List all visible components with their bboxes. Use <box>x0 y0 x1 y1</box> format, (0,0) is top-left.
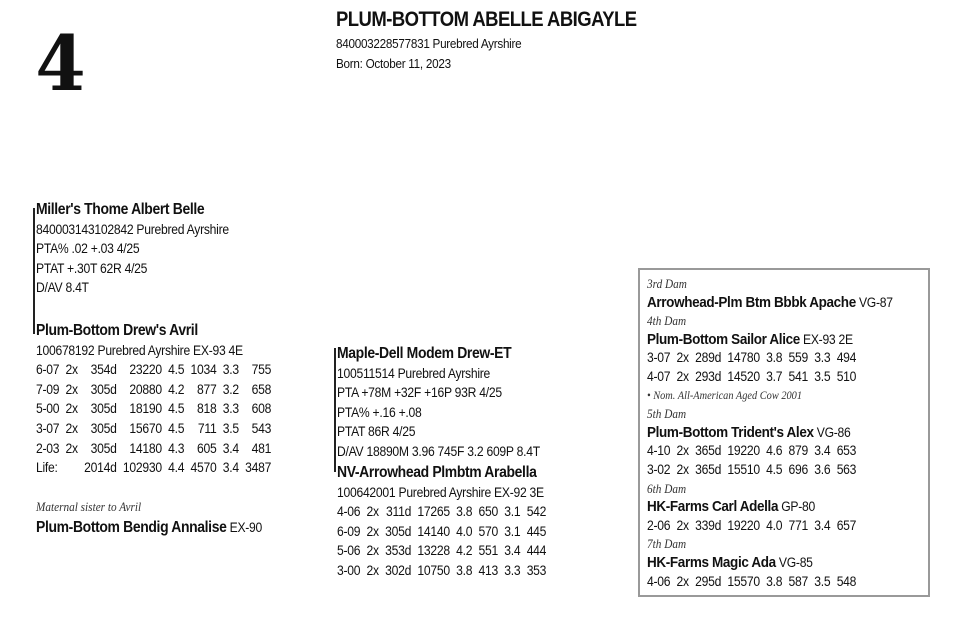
record-cell: 5-00 <box>36 401 60 417</box>
record-cell: 543 <box>251 420 272 436</box>
record-cell: 4.6 <box>766 443 783 459</box>
record-cell: 548 <box>836 573 857 589</box>
info-line: PTAT 86R 4/25 <box>337 424 416 440</box>
record-cell: 2x <box>65 381 78 397</box>
record-cell: 19220 <box>727 517 760 533</box>
record-cell: 3.1 <box>504 504 521 520</box>
record-row <box>36 399 271 419</box>
record-cell: 3.3 <box>222 362 239 378</box>
granddam-registration: 100642001 Purebred Ayrshire EX-92 3E <box>337 484 544 500</box>
dam-entry-name: Arrowhead-Plm Btm Bbbk Apache <box>647 293 856 311</box>
record-cell: 2x <box>366 543 379 559</box>
record-row <box>36 458 271 478</box>
dam-entry-classification: EX-93 2E <box>802 331 853 347</box>
animal-name: PLUM-BOTTOM ABELLE ABIGAYLE <box>336 8 637 31</box>
record-cell: 14520 <box>727 368 760 384</box>
record-cell: 3.5 <box>814 573 831 589</box>
record-cell: 444 <box>526 543 547 559</box>
dam-generation-label: 3rd Dam <box>647 277 687 291</box>
record-cell: 6-07 <box>36 362 60 378</box>
record-cell: 339d <box>695 517 722 533</box>
record-cell: 2-06 <box>647 517 671 533</box>
record-cell: 542 <box>526 504 547 520</box>
record-cell: 3.8 <box>766 350 783 366</box>
record-cell: 305d <box>90 401 117 417</box>
record-cell: 608 <box>251 401 272 417</box>
record-cell: 4-06 <box>647 573 671 589</box>
record-cell: 4.0 <box>456 523 473 539</box>
born-date: October 11, 2023 <box>365 56 451 71</box>
record-cell: 413 <box>478 562 499 578</box>
dam-entry-classification: VG-85 <box>778 554 813 570</box>
record-cell: 3.4 <box>222 440 239 456</box>
record-cell: 6-09 <box>337 523 361 539</box>
record-cell: 4.4 <box>168 460 185 476</box>
record-cell: 10750 <box>417 562 450 578</box>
record-row <box>647 442 856 461</box>
record-cell: 305d <box>90 381 117 397</box>
dam-records <box>36 360 271 478</box>
record-cell: 3.6 <box>814 461 831 477</box>
info-line: 100511514 Purebred Ayrshire <box>337 365 491 381</box>
record-cell: 3.4 <box>222 460 239 476</box>
record-row <box>337 522 546 542</box>
record-cell: 3.4 <box>504 543 521 559</box>
record-row <box>337 541 546 561</box>
record-cell: 818 <box>197 401 217 417</box>
dam-generation-label: 7th Dam <box>647 537 687 552</box>
dam-generation-label: 4th Dam <box>647 314 687 329</box>
sister-name: Plum-Bottom Bendig Annalise <box>36 518 227 536</box>
record-cell: 2x <box>65 440 78 456</box>
record-cell: 17265 <box>417 504 450 520</box>
record-cell: 15510 <box>727 461 760 477</box>
record-cell: 877 <box>197 381 217 397</box>
record-cell: 653 <box>836 443 857 459</box>
record-cell: 771 <box>788 517 809 533</box>
record-cell: 3.3 <box>222 401 239 417</box>
record-cell: 4.5 <box>168 401 185 417</box>
dam-entry-name-line <box>647 424 893 443</box>
record-cell: 3.5 <box>222 420 239 436</box>
record-cell: 13228 <box>417 543 450 559</box>
record-cell: 3.5 <box>814 368 831 384</box>
record-cell: 14780 <box>727 350 760 366</box>
record-cell: 3.8 <box>456 504 473 520</box>
sire-name: Miller's Thome Albert Belle <box>36 201 205 218</box>
record-cell: 3.8 <box>766 573 783 589</box>
record-cell: 2x <box>366 523 379 539</box>
record-cell: 559 <box>788 350 809 366</box>
record-cell: 295d <box>695 573 722 589</box>
record-cell: 3-07 <box>36 420 60 436</box>
info-line: PTAT +.30T 62R 4/25 <box>36 260 148 276</box>
record-cell: 354d <box>90 362 117 378</box>
record-cell: 4.3 <box>168 440 185 456</box>
record-cell: 14180 <box>129 440 162 456</box>
record-cell: 365d <box>695 461 722 477</box>
dam-registration: 100678192 Purebred Ayrshire EX-93 4E <box>36 342 243 358</box>
dam-block <box>36 321 271 478</box>
dam-entry-classification: VG-86 <box>816 424 851 440</box>
record-cell: 4.5 <box>168 420 185 436</box>
record-cell: 541 <box>788 368 809 384</box>
record-cell: 481 <box>251 440 272 456</box>
record-cell: 3.3 <box>504 562 521 578</box>
record-row <box>36 419 271 439</box>
record-cell <box>59 458 78 478</box>
record-cell: 4.2 <box>168 381 185 397</box>
record-cell: 563 <box>836 461 857 477</box>
dam-sire-block <box>337 344 546 581</box>
record-cell: 2x <box>676 350 689 366</box>
record-cell: 3.2 <box>222 381 239 397</box>
dam-generation-label: 6th Dam <box>647 481 687 496</box>
animal-registration: 840003228577831 Purebred Ayrshire <box>336 36 522 51</box>
record-cell: 15570 <box>727 573 760 589</box>
record-cell: 650 <box>478 504 499 520</box>
record-row <box>36 380 271 400</box>
record-cell: 23220 <box>129 362 162 378</box>
record-cell: 4.5 <box>766 461 783 477</box>
dam-entry-name-line <box>647 498 893 517</box>
sister-note: Maternal sister to Avril <box>36 500 142 514</box>
record-cell: 4-07 <box>647 368 671 384</box>
dam-entry-records <box>647 442 856 479</box>
female-line-box <box>638 268 930 597</box>
record-cell: 3487 <box>245 460 272 476</box>
record-cell: 510 <box>836 368 857 384</box>
granddam-name: NV-Arrowhead Plmbtm Arabella <box>337 463 537 481</box>
record-cell: 2x <box>366 504 379 520</box>
dam-entry-name-line <box>647 294 893 313</box>
record-cell: 4.0 <box>766 517 783 533</box>
record-cell: 711 <box>197 420 217 436</box>
record-cell: 20880 <box>129 381 162 397</box>
record-cell: 293d <box>695 368 722 384</box>
pedigree-bracket <box>33 208 35 334</box>
record-cell: 2x <box>676 368 689 384</box>
record-cell: 353d <box>385 543 412 559</box>
info-line: PTA% +.16 +.08 <box>337 404 422 420</box>
record-cell: 4-06 <box>337 504 361 520</box>
dam-generation-label: 5th Dam <box>647 407 687 422</box>
record-cell: 696 <box>788 461 809 477</box>
record-cell: 3-00 <box>337 562 361 578</box>
dam-entry-records <box>647 573 856 592</box>
born-label: Born: <box>336 56 363 71</box>
record-row <box>337 502 546 522</box>
record-cell: 7-09 <box>36 381 60 397</box>
dam-entry-name: HK-Farms Carl Adella <box>647 498 779 516</box>
record-row <box>647 349 856 368</box>
record-cell: 4.2 <box>456 543 473 559</box>
record-cell: 289d <box>695 350 722 366</box>
record-cell: 305d <box>90 420 117 436</box>
dam-name: Plum-Bottom Drew's Avril <box>36 322 198 339</box>
dam-entry-records <box>647 349 856 386</box>
record-cell: 2x <box>366 562 379 578</box>
dam-sire-name: Maple-Dell Modem Drew-ET <box>337 345 512 362</box>
record-cell: 14140 <box>417 523 450 539</box>
sister-classification: EX-90 <box>229 519 263 535</box>
dam-entry-records <box>647 517 856 536</box>
record-row <box>36 439 271 459</box>
record-cell: 1034 <box>190 362 217 378</box>
info-line: PTA% .02 +.03 4/25 <box>36 241 140 257</box>
record-cell: 302d <box>385 562 412 578</box>
record-cell: 305d <box>385 523 412 539</box>
dam-entry-name: HK-Farms Magic Ada <box>647 553 776 571</box>
record-cell: 879 <box>788 443 809 459</box>
record-cell: 102930 <box>122 460 162 476</box>
dam-entry-name-line <box>647 554 893 573</box>
record-cell: 2x <box>676 517 689 533</box>
dam-entry-name: Plum-Bottom Sailor Alice <box>647 330 800 348</box>
dam-entry-classification: VG-87 <box>858 294 893 310</box>
dam-entry-classification: GP-80 <box>781 499 815 515</box>
info-line: D/AV 8.4T <box>36 280 89 296</box>
record-cell: 587 <box>788 573 809 589</box>
sister-block <box>36 498 262 537</box>
record-cell: 658 <box>251 381 272 397</box>
record-cell: 2x <box>676 443 689 459</box>
record-cell: 2x <box>676 461 689 477</box>
record-cell: 2-03 <box>36 440 60 456</box>
record-cell: 353 <box>526 562 547 578</box>
sire-block <box>36 200 229 298</box>
record-cell: 755 <box>251 362 272 378</box>
record-row <box>647 461 856 480</box>
record-cell: 2x <box>65 420 78 436</box>
record-cell: 4570 <box>190 460 217 476</box>
animal-born <box>336 54 451 74</box>
record-cell: 2x <box>65 401 78 417</box>
record-row <box>647 573 856 592</box>
record-cell: 2x <box>676 573 689 589</box>
record-cell: Life: <box>36 460 58 476</box>
dam-entry-name-line <box>647 331 893 350</box>
dam-entry-note: • Nom. All-American Aged Cow 2001 <box>647 389 803 402</box>
record-cell: 19220 <box>727 443 760 459</box>
record-cell: 5-06 <box>337 543 361 559</box>
record-cell: 3.3 <box>814 350 831 366</box>
record-cell: 3.7 <box>766 368 783 384</box>
record-cell: 365d <box>695 443 722 459</box>
record-cell: 3.8 <box>456 562 473 578</box>
record-cell: 4-10 <box>647 443 671 459</box>
info-line: D/AV 18890M 3.96 745F 3.2 609P 8.4T <box>337 443 540 459</box>
pedigree-bracket <box>334 348 336 472</box>
record-cell: 3.4 <box>814 443 831 459</box>
record-cell: 657 <box>836 517 857 533</box>
record-cell: 18190 <box>129 401 162 417</box>
record-row <box>337 561 546 581</box>
record-row <box>647 368 856 387</box>
record-cell: 311d <box>386 504 412 520</box>
record-cell: 4.5 <box>168 362 185 378</box>
record-cell: 605 <box>197 440 217 456</box>
record-cell: 445 <box>526 523 547 539</box>
record-cell: 570 <box>478 523 499 539</box>
record-row <box>36 360 271 380</box>
granddam-records <box>337 502 546 580</box>
record-cell: 3.1 <box>504 523 521 539</box>
record-row <box>647 517 856 536</box>
record-cell: 3-02 <box>647 461 671 477</box>
record-cell: 3.4 <box>814 517 831 533</box>
record-cell: 305d <box>90 440 117 456</box>
record-cell: 2014d <box>84 460 117 476</box>
record-cell: 3-07 <box>647 350 671 366</box>
info-line: 840003143102842 Purebred Ayrshire <box>36 221 229 237</box>
record-cell: 551 <box>478 543 499 559</box>
record-cell: 2x <box>65 362 78 378</box>
record-cell: 494 <box>836 350 857 366</box>
record-cell: 15670 <box>129 420 162 436</box>
lot-number: 4 <box>35 19 86 108</box>
info-line: PTA +78M +32F +16P 93R 4/25 <box>337 385 502 401</box>
dam-entry-name: Plum-Bottom Trident's Alex <box>647 423 814 441</box>
